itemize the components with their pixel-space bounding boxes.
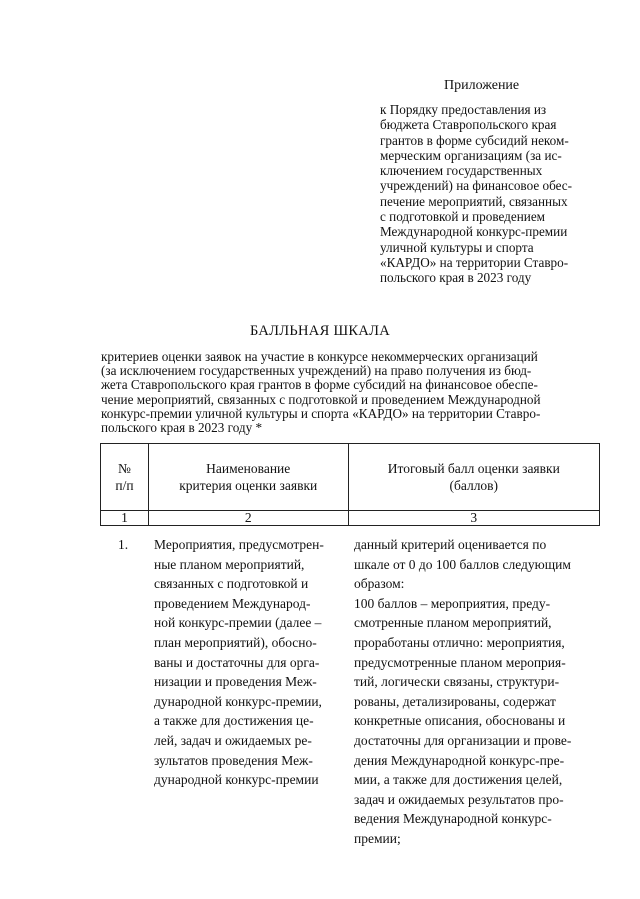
document-title: БАЛЛЬНАЯ ШКАЛА [249, 323, 391, 339]
criterion-line: низации и проведения Меж- [154, 674, 317, 690]
column-number: 1 [101, 511, 149, 526]
score-line: шкале от 0 до 100 баллов следующим [354, 556, 571, 572]
score-line: образом: [354, 576, 405, 592]
header-line: № [118, 461, 131, 476]
column-number-row [101, 511, 600, 526]
criterion-line: а также для достижения це- [154, 713, 314, 729]
subtitle-line: польского края в 2023 году * [101, 420, 263, 436]
document-subtitle [101, 350, 600, 435]
criterion-line: дународной конкурс-премии, [154, 693, 322, 709]
header-line: Наименование [206, 461, 291, 476]
appendix-line: уличной культуры и спорта [380, 239, 534, 255]
criterion-line: зультатов проведения Меж- [154, 752, 313, 768]
score-line: проработаны отлично: мероприятия, [354, 634, 565, 650]
criterion-line: проведением Международ- [154, 595, 311, 611]
score-line: конкретные описания, обоснованы и [354, 713, 566, 729]
score-line: премии; [354, 830, 401, 846]
header-line: Итоговый балл оценки заявки [387, 461, 560, 476]
score-line: достаточны для организации и прове- [354, 732, 572, 748]
appendix-line: бюджета Ставропольского края [380, 117, 557, 133]
column-number: 2 [148, 511, 348, 526]
subtitle-line: жета Ставропольского края грантов в форме субсидий на финансовое обеспе- [101, 377, 538, 393]
score-line: задач и ожидаемых результатов про- [354, 791, 564, 807]
header-line: (баллов) [449, 478, 499, 493]
appendix-line: к Порядку предоставления из [380, 102, 547, 117]
score-line: тий, логически связаны, структури- [354, 674, 560, 690]
header-score [348, 444, 599, 511]
score-line: дения Международной конкурс-пре- [354, 752, 565, 768]
score-line: 100 баллов – мероприятия, преду- [354, 595, 551, 611]
score-line: предусмотренные планом мероприя- [354, 654, 566, 670]
criterion-line: план мероприятий), обосно- [154, 634, 317, 650]
header-line: критерия оценки заявки [179, 478, 318, 493]
subtitle-line: критериев оценки заявок на участие в конкурсе некоммерческих организаций [101, 349, 538, 364]
criterion-line: дународной конкурс-премии [154, 772, 319, 788]
appendix-title: Приложение [444, 78, 520, 93]
criterion-line: ной конкурс-премии (далее – [154, 615, 322, 631]
score-line: рованы, детализированы, содержат [354, 693, 556, 709]
appendix-line: ключением государственных [380, 163, 543, 179]
score-line: ведения Международной конкурс- [354, 811, 552, 827]
appendix-reference [380, 102, 598, 286]
score-line: мии, а также для достижения целей, [354, 772, 563, 788]
criterion-line: ваны и достаточны для орга- [154, 654, 320, 670]
column-number: 3 [348, 511, 599, 526]
criteria-table [100, 443, 600, 526]
score-line: данный критерий оценивается по [354, 537, 547, 552]
criterion-line: ные планом мероприятий, [154, 556, 305, 572]
appendix-line: мерческим организациям (за ис- [380, 147, 562, 163]
appendix-line: учреждений) на финансовое обес- [380, 178, 573, 194]
subtitle-line: чение мероприятий, связанных с подготовкой и проведением Международной [101, 391, 541, 407]
header-number [101, 444, 149, 511]
criterion-line: связанных с подготовкой и [154, 576, 309, 592]
score-text [354, 535, 592, 849]
criterion-text [154, 535, 340, 790]
appendix-line: с подготовкой и проведением [380, 209, 546, 225]
subtitle-line: (за исключением государственных учреждений) на право получения из бюд- [101, 363, 532, 379]
appendix-line: печение мероприятий, связанных [380, 193, 568, 209]
row-number: 1. [118, 537, 129, 552]
criterion-line: Мероприятия, предусмотрен- [154, 537, 324, 552]
appendix-line: грантов в форме субсидий неком- [380, 132, 569, 148]
subtitle-line: конкурс-премии уличной культуры и спорта «КАРДО» на территории Ставро- [101, 405, 541, 421]
appendix-line: Международной конкурс-премии [380, 224, 568, 240]
score-line: смотренные планом мероприятий, [354, 615, 552, 631]
header-criterion [148, 444, 348, 511]
criterion-line: лей, задач и ожидаемых ре- [154, 732, 312, 748]
header-line: п/п [115, 478, 134, 493]
appendix-line: «КАРДО» на территории Ставро- [380, 254, 569, 270]
appendix-line: польского края в 2023 году [380, 270, 532, 286]
table-header-row [101, 444, 600, 511]
